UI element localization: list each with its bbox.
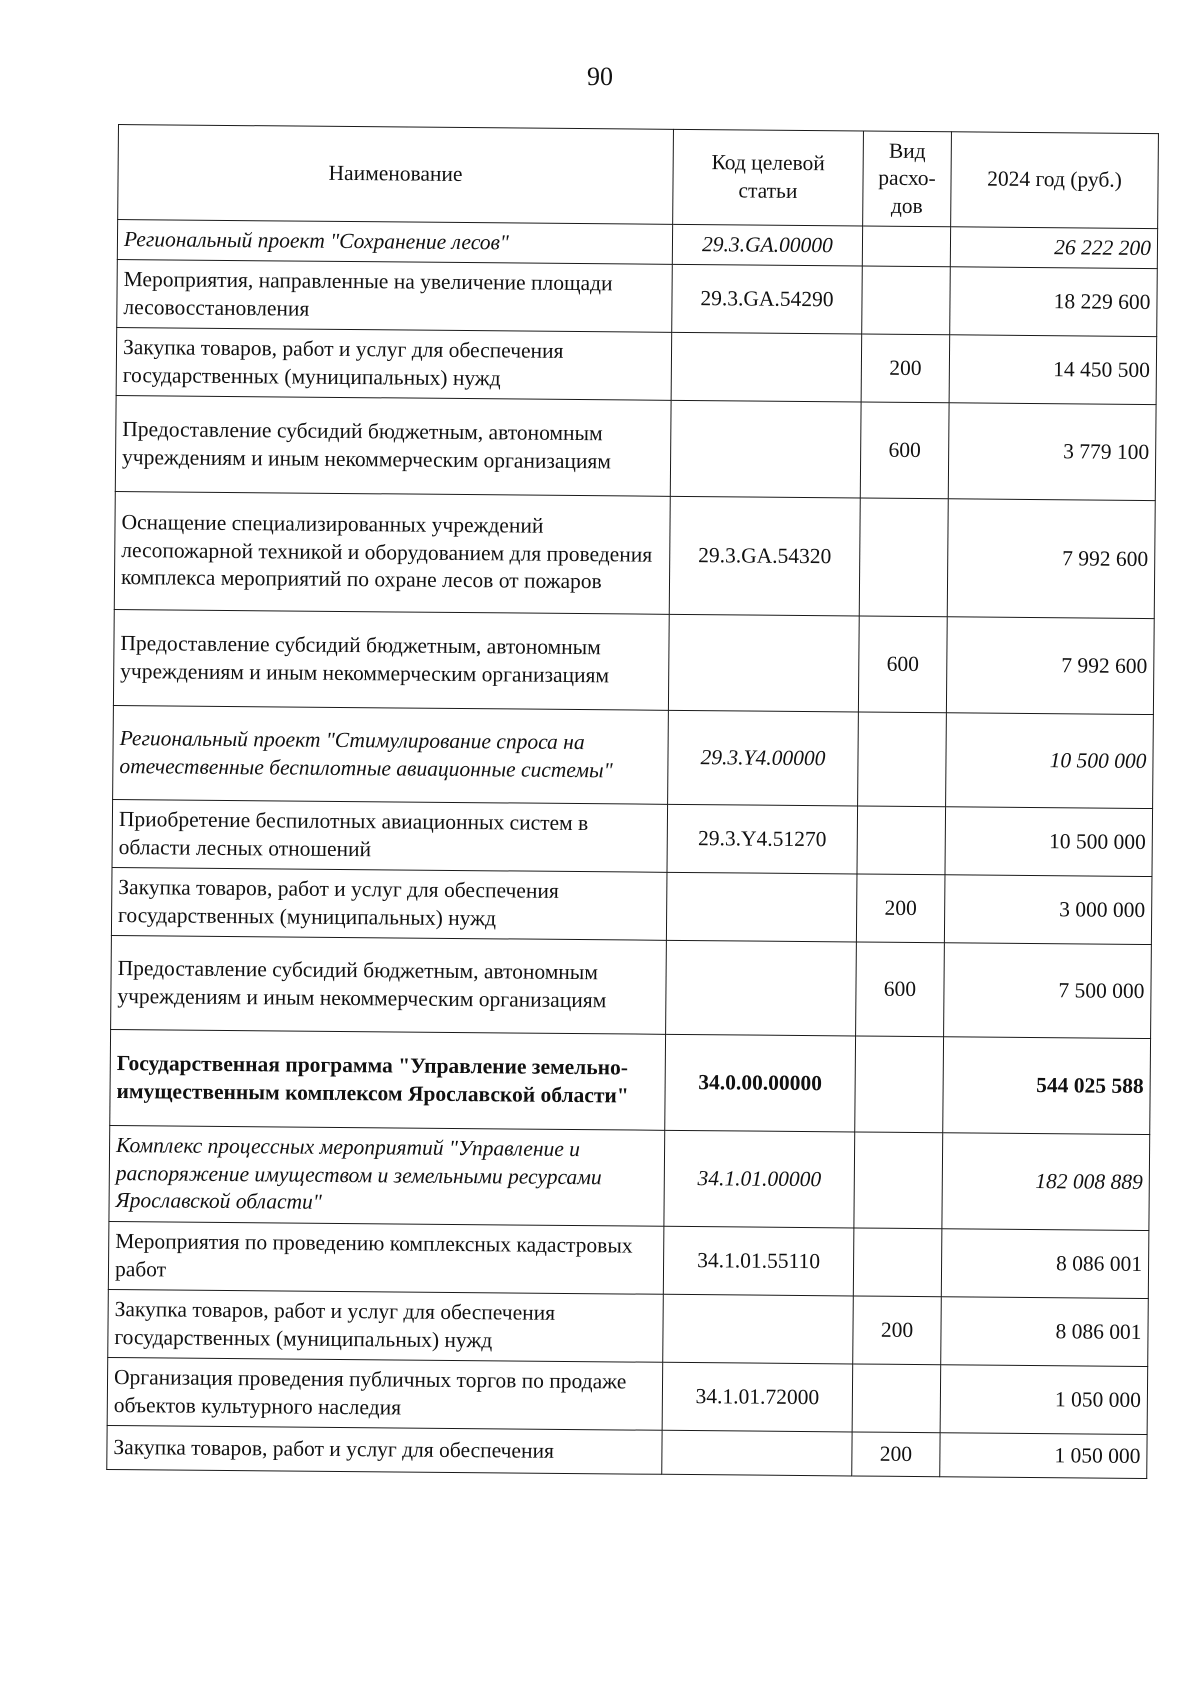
row-name: Предоставление субсидий бюджетным, автономным учреждениям и иным некоммерческим организациям — [113, 609, 669, 710]
row-amount: 3 000 000 — [944, 875, 1152, 945]
row-kind: 200 — [861, 334, 950, 403]
row-name: Государственная программа "Управление земельно-имущественным комплексом Ярославской области" — [110, 1029, 666, 1130]
row-kind: 600 — [856, 942, 945, 1037]
row-kind — [859, 498, 948, 617]
header-name: Наименование — [118, 125, 674, 225]
row-amount: 18 229 600 — [950, 267, 1158, 337]
row-kind — [857, 806, 946, 875]
row-kind — [855, 1036, 944, 1133]
row-amount: 1 050 000 — [940, 1433, 1147, 1479]
row-name: Организация проведения публичных торгов по продаже объектов культурного наследия — [107, 1357, 663, 1430]
row-code: 29.3.GA.54290 — [672, 264, 863, 334]
header-amount: 2024 год (руб.) — [951, 132, 1159, 229]
table-row — [117, 259, 1158, 336]
row-name: Региональный проект "Стимулирование спроса на отечественные беспилотные авиационные системы" — [113, 705, 669, 804]
row-name: Закупка товаров, работ и услуг для обеспечения — [107, 1425, 662, 1474]
row-amount: 8 086 001 — [941, 1297, 1149, 1367]
table-row — [111, 935, 1152, 1038]
row-amount: 1 050 000 — [940, 1365, 1148, 1435]
row-name: Комплекс процессных мероприятий "Управление и распоряжение имуществом и земельными ресурсами Ярославской области" — [109, 1125, 665, 1226]
row-kind — [858, 712, 947, 807]
row-amount: 10 500 000 — [945, 807, 1153, 877]
table-row — [115, 395, 1156, 500]
row-kind — [853, 1228, 942, 1297]
table-row — [113, 705, 1154, 808]
row-name: Закупка товаров, работ и услуг для обеспечения государственных (муниципальных) нужд — [116, 327, 672, 400]
row-amount: 544 025 588 — [943, 1037, 1151, 1135]
table-row — [112, 799, 1153, 876]
table-row — [108, 1221, 1149, 1298]
row-name: Закупка товаров, работ и услуг для обеспечения государственных (муниципальных) нужд — [111, 867, 667, 940]
row-code: 34.1.01.72000 — [662, 1362, 853, 1432]
table-row — [116, 327, 1157, 404]
row-code: 34.1.01.55110 — [663, 1226, 854, 1296]
table-row — [107, 1425, 1147, 1478]
row-kind: 200 — [853, 1296, 942, 1365]
row-kind — [862, 266, 951, 335]
row-kind: 200 — [852, 1432, 940, 1477]
row-code — [666, 872, 857, 942]
row-code: 34.1.01.00000 — [664, 1130, 855, 1228]
row-kind: 200 — [856, 874, 945, 943]
row-name: Предоставление субсидий бюджетным, автономным учреждениям и иным некоммерческим организациям — [111, 935, 667, 1034]
row-code — [663, 1294, 854, 1364]
row-amount: 7 500 000 — [944, 943, 1152, 1039]
row-name: Приобретение беспилотных авиационных систем в области лесных отношений — [112, 799, 668, 872]
page-number: 90 — [587, 62, 613, 91]
table-header-row — [118, 125, 1159, 229]
table-row — [108, 1289, 1149, 1366]
header-code: Код целевой статьи — [673, 129, 864, 226]
row-name: Региональный проект "Сохранение лесов" — [117, 220, 672, 265]
row-code — [671, 332, 862, 402]
row-name: Закупка товаров, работ и услуг для обеспечения государственных (муниципальных) нужд — [108, 1289, 664, 1362]
row-amount: 182 008 889 — [942, 1133, 1150, 1231]
row-amount: 7 992 600 — [947, 499, 1155, 619]
row-kind: 600 — [860, 402, 949, 499]
row-code: 29.3.GA.54320 — [669, 496, 860, 616]
header-kind: Вид расхо- дов — [863, 131, 952, 227]
row-name: Мероприятия по проведению комплексных кадастровых работ — [108, 1221, 664, 1294]
table-row — [111, 867, 1152, 944]
budget-table — [106, 124, 1159, 1479]
row-code — [662, 1430, 852, 1476]
row-amount: 26 222 200 — [950, 227, 1157, 269]
row-amount: 14 450 500 — [949, 335, 1157, 405]
row-kind — [862, 226, 950, 267]
row-code: 29.3.Y4.51270 — [667, 804, 858, 874]
row-amount: 7 992 600 — [946, 617, 1154, 715]
table-row — [114, 491, 1155, 618]
table-row — [107, 1357, 1148, 1434]
row-amount: 8 086 001 — [941, 1229, 1149, 1299]
table-row — [110, 1029, 1151, 1134]
row-code: 29.3.Y4.00000 — [668, 710, 859, 806]
row-amount: 10 500 000 — [946, 713, 1154, 809]
row-code — [668, 614, 859, 712]
table-row — [113, 609, 1154, 714]
row-code — [666, 940, 857, 1036]
row-code: 29.3.GA.00000 — [672, 224, 862, 266]
row-code: 34.0.00.00000 — [665, 1034, 856, 1132]
row-kind: 600 — [858, 616, 947, 713]
row-kind — [852, 1364, 941, 1433]
row-amount: 3 779 100 — [948, 403, 1156, 501]
table-row — [109, 1125, 1150, 1230]
row-name: Мероприятия, направленные на увеличение площади лесовосстановления — [117, 259, 673, 332]
row-name: Предоставление субсидий бюджетным, автономным учреждениям и иным некоммерческим организациям — [115, 395, 671, 496]
row-code — [670, 400, 861, 498]
row-name: Оснащение специализированных учреждений лесопожарной техникой и оборудованием для проведения комплекса мероприятий по охране лесов от пожаров — [114, 491, 670, 614]
row-kind — [854, 1132, 943, 1229]
